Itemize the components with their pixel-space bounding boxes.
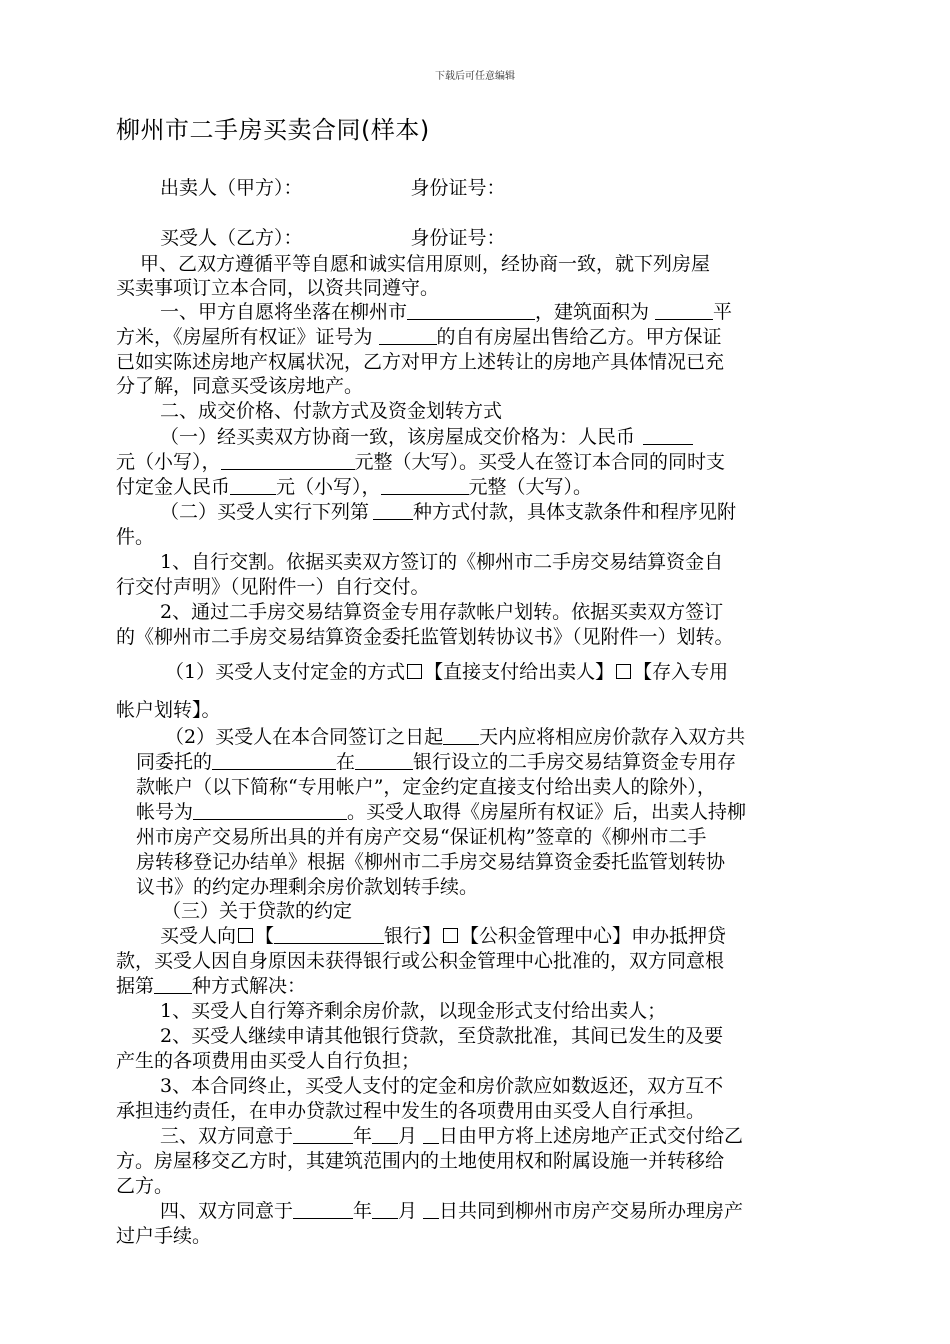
certificate-no-blank[interactable] xyxy=(379,326,437,345)
paragraph-line: 1、买受人自行筹齐剩余房价款，以现金形式支付给出卖人； xyxy=(160,1000,667,1022)
delivery-month-blank[interactable] xyxy=(372,1125,398,1144)
seller-id-label: 身份证号： xyxy=(410,177,506,199)
paragraph-line: 3、本合同终止，买受人支付的定金和房价款应如数返还，双方互不 xyxy=(160,1075,724,1097)
paragraph-line: 议书》的约定办理剩余房价款划转手续。 xyxy=(136,876,479,898)
location-blank[interactable] xyxy=(407,301,535,320)
price-blank[interactable] xyxy=(643,426,693,445)
section-heading: 二、成交价格、付款方式及资金划转方式 xyxy=(160,400,503,422)
paragraph-line: （二）买受人实行下列第 种方式付款，具体支款条件和程序见附 xyxy=(160,501,737,523)
bank-blank[interactable] xyxy=(355,751,413,770)
paragraph-line: 乙方。 xyxy=(116,1175,174,1197)
delivery-year-blank[interactable] xyxy=(293,1125,353,1144)
paragraph-line: 帐号为 。买受人取得《房屋所有权证》后，出卖人持柳 xyxy=(136,801,747,823)
transfer-year-blank[interactable] xyxy=(293,1200,353,1219)
account-number-blank[interactable] xyxy=(193,801,347,820)
area-blank[interactable] xyxy=(655,301,713,320)
delivery-day-blank[interactable] xyxy=(423,1125,439,1144)
paragraph-line: 州市房产交易所出具的并有房产交易“保证机构”签章的《柳州市二手 xyxy=(136,826,707,848)
seller-label: 出卖人（甲方）： xyxy=(160,177,303,199)
paragraph-line: 款，买受人因自身原因未获得银行或公积金管理中心批准的，双方同意根 xyxy=(116,950,725,972)
paragraph-line: 1、自行交割。依据买卖双方签订的《柳州市二手房交易结算资金自 xyxy=(160,551,724,573)
paragraph-line: （一）经买卖双方协商一致，该房屋成交价格为：人民币 xyxy=(160,425,890,449)
paragraph-line: 承担违约责任，在申办贷款过程中发生的各项费用由买受人自行承担。 xyxy=(116,1100,706,1122)
seller-line xyxy=(160,176,890,200)
loan-bank-blank[interactable] xyxy=(274,925,384,944)
transfer-month-blank[interactable] xyxy=(372,1200,398,1219)
paragraph-line: 元（小写）， 元整（大写）。买受人在签订本合同的同时支 xyxy=(116,451,726,473)
paragraph-line: 帐户划转】。 xyxy=(116,699,221,721)
paragraph-line: 件。 xyxy=(116,526,155,548)
buyer-line xyxy=(160,226,890,250)
paragraph-line: 同委托的 在 银行设立的二手房交易结算资金专用存 xyxy=(136,751,737,773)
paragraph-line: 付定金人民币 元（小写）， 元整（大写）。 xyxy=(116,476,593,498)
buyer-id-label: 身份证号： xyxy=(410,227,506,249)
paragraph-line: 过户手续。 xyxy=(116,1225,212,1247)
paragraph-line: 方米，《房屋所有权证》证号为 的自有房屋出售给乙方。甲方保证 xyxy=(116,326,722,348)
buyer-label: 买受人（乙方）： xyxy=(160,227,303,249)
paragraph-line: 四、双方同意于 年 月 日共同到柳州市房产交易所办理房产 xyxy=(160,1200,744,1222)
paragraph-line: 行交付声明》（见附件一）自行交付。 xyxy=(116,576,430,598)
paragraph-line: 的《柳州市二手房交易结算资金委托监管划转协议书》（见附件一）划转。 xyxy=(116,626,734,648)
paragraph-line: 据第 种方式解决： xyxy=(116,975,307,997)
page-title: 柳州市二手房买卖合同(样本) xyxy=(116,116,430,144)
deposit-capital-blank[interactable] xyxy=(381,476,469,495)
payment-method-blank[interactable] xyxy=(373,501,413,520)
paragraph-line: 2、买受人继续申请其他银行贷款，至贷款批准，其间已发生的及要 xyxy=(160,1025,724,1047)
paragraph-line: （1）买受人支付定金的方式 【直接支付给出卖人】 【存入专用 xyxy=(165,661,729,683)
paragraph-line: 一、甲方自愿将坐落在柳州市 ，建筑面积为 平 xyxy=(160,301,733,323)
paragraph-line: 分了解，同意买受该房地产。 xyxy=(116,375,364,397)
section-heading: （三）关于贷款的约定 xyxy=(162,900,353,922)
price-capital-blank[interactable] xyxy=(221,451,355,470)
header-note: 下载后可任意编辑 xyxy=(435,71,515,82)
transfer-day-blank[interactable] xyxy=(423,1200,439,1219)
paragraph-line: 2、通过二手房交易结算资金专用存款帐户划转。依据买卖双方签订 xyxy=(160,601,724,623)
paragraph-line: 三、双方同意于 年 月 日由甲方将上述房地产正式交付给乙 xyxy=(160,1125,744,1147)
paragraph-line: 产生的各项费用由买受人自行负担； xyxy=(116,1050,421,1072)
deposit-blank[interactable] xyxy=(230,476,276,495)
checkbox-pay-seller[interactable] xyxy=(407,664,422,679)
paragraph-line: 买受人向 【 银行】 【公积金管理中心】申办抵押贷 xyxy=(160,925,727,947)
paragraph-line: （2）买受人在本合同签订之日起 天内应将相应房价款存入双方共 xyxy=(165,726,746,748)
checkbox-provident-fund[interactable] xyxy=(443,928,458,943)
paragraph-line: 买卖事项订立本合同，以资共同遵守。 xyxy=(116,277,440,299)
paragraph-line: 方。房屋移交乙方时，其建筑范围内的土地使用权和附属设施一并转移给 xyxy=(116,1150,725,1172)
resolution-method-blank[interactable] xyxy=(154,975,192,994)
days-blank[interactable] xyxy=(443,726,479,745)
paragraph-line: 已如实陈述房地产权属状况，乙方对甲方上述转让的房地产具体情况已充 xyxy=(116,351,725,373)
paragraph-line: 房转移登记办结单》根据《柳州市二手房交易结算资金委托监管划转协 xyxy=(136,851,726,873)
paragraph-line: 款帐户（以下简称“专用帐户”，定金约定直接支付给出卖人的除外）， xyxy=(136,776,716,798)
entrusted-party-blank[interactable] xyxy=(212,751,336,770)
checkbox-special-account[interactable] xyxy=(616,664,631,679)
checkbox-bank-loan[interactable] xyxy=(238,928,253,943)
paragraph-line: 甲、乙双方遵循平等自愿和诚实信用原则，经协商一致，就下列房屋 xyxy=(140,253,711,275)
